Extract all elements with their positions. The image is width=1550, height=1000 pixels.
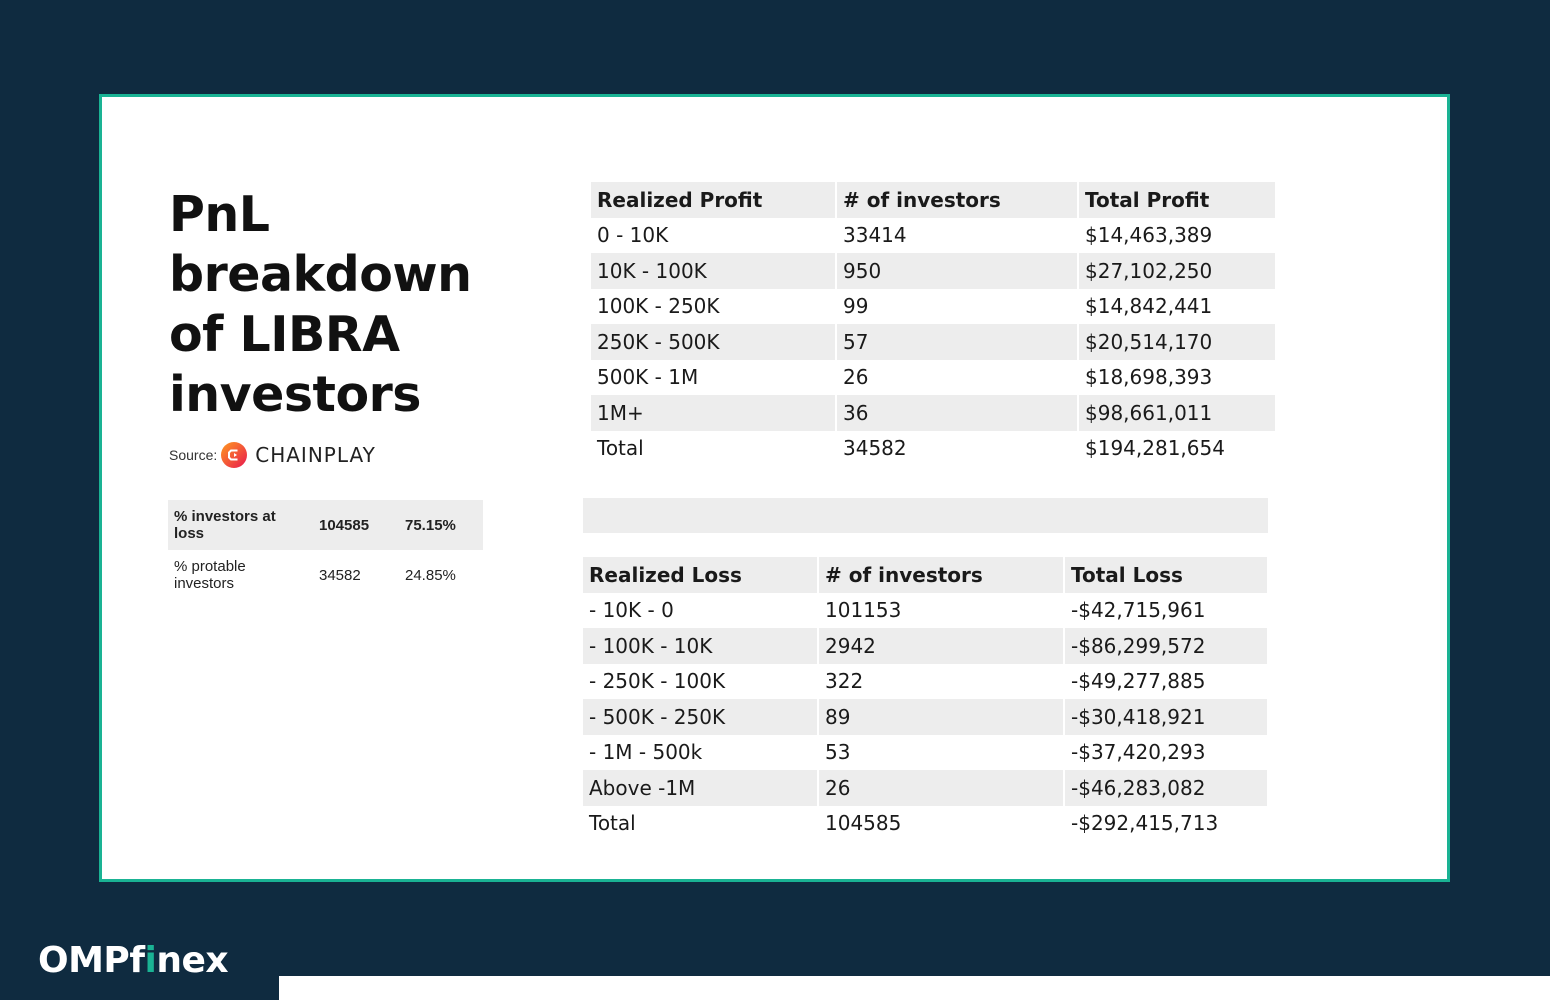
table-cell: $98,661,011 bbox=[1078, 395, 1275, 431]
table-row bbox=[168, 550, 483, 600]
table-cell: 0 - 10K bbox=[597, 223, 669, 248]
table-cell: -$30,418,921 bbox=[1064, 699, 1267, 735]
table-row bbox=[168, 500, 483, 550]
table-cell: -$292,415,713 bbox=[1064, 806, 1267, 842]
brand-text-accent: i bbox=[144, 940, 157, 981]
source-label: Source: bbox=[169, 447, 218, 463]
table-cell: 1M+ bbox=[591, 395, 836, 431]
table-cell: 53 bbox=[818, 735, 1064, 771]
source-attribution bbox=[169, 440, 376, 470]
table-cell: 104585 bbox=[818, 806, 1064, 842]
table-cell: 26 bbox=[818, 770, 1064, 806]
column-header: Realized Profit bbox=[591, 182, 836, 218]
table-cell: 100K - 250K bbox=[597, 294, 720, 319]
summary-count: 104585 bbox=[313, 500, 399, 550]
summary-label: % protable investors bbox=[174, 558, 246, 592]
title-line: PnL bbox=[169, 186, 270, 243]
table-row bbox=[591, 253, 1275, 289]
column-header: Realized Loss bbox=[583, 557, 818, 593]
title-line: of LIBRA bbox=[169, 306, 400, 363]
brand-text-pre: OMPf bbox=[38, 940, 145, 981]
column-header: Total Profit bbox=[1078, 182, 1275, 218]
table-cell: $14,463,389 bbox=[1078, 218, 1275, 254]
investor-summary-table bbox=[168, 500, 483, 600]
table-cell: -$42,715,961 bbox=[1064, 593, 1267, 629]
summary-label: % investors at loss bbox=[168, 500, 313, 550]
title-line: investors bbox=[169, 366, 421, 423]
title-line: breakdown bbox=[169, 246, 472, 303]
table-cell: -$49,277,885 bbox=[1064, 664, 1267, 700]
table-cell: $18,698,393 bbox=[1078, 360, 1275, 396]
table-cell: 950 bbox=[836, 253, 1078, 289]
table-cell: - 1M - 500k bbox=[589, 740, 703, 765]
column-header: # of investors bbox=[818, 557, 1064, 593]
table-row bbox=[591, 218, 1275, 254]
table-cell: $194,281,654 bbox=[1078, 431, 1275, 467]
table-header-row bbox=[583, 557, 1267, 593]
table-cell: - 10K - 0 bbox=[589, 598, 674, 623]
table-cell: 36 bbox=[836, 395, 1078, 431]
table-cell: 250K - 500K bbox=[591, 324, 836, 360]
summary-percent: 24.85% bbox=[405, 566, 456, 584]
table-cell: -$37,420,293 bbox=[1064, 735, 1267, 771]
infographic-card bbox=[99, 94, 1450, 882]
table-row bbox=[583, 593, 1267, 629]
chainplay-logo-icon bbox=[221, 442, 247, 468]
table-cell: Above -1M bbox=[583, 770, 818, 806]
realized-profit-table bbox=[591, 182, 1275, 466]
table-header-row bbox=[591, 182, 1275, 218]
table-cell: 2942 bbox=[818, 628, 1064, 664]
column-header: Total Loss bbox=[1064, 557, 1267, 593]
table-cell: 57 bbox=[836, 324, 1078, 360]
table-cell: - 250K - 100K bbox=[589, 669, 726, 694]
table-cell: $27,102,250 bbox=[1078, 253, 1275, 289]
brand-text-post: nex bbox=[156, 940, 229, 981]
table-row bbox=[583, 735, 1267, 771]
table-divider-bar bbox=[583, 498, 1268, 533]
table-cell: 10K - 100K bbox=[591, 253, 836, 289]
table-cell: Total bbox=[597, 436, 644, 461]
table-row-total bbox=[591, 431, 1275, 467]
table-cell: Total bbox=[589, 811, 636, 836]
table-cell: 34582 bbox=[836, 431, 1078, 467]
table-cell: - 500K - 250K bbox=[583, 699, 818, 735]
table-cell: -$46,283,082 bbox=[1064, 770, 1267, 806]
table-cell: 322 bbox=[818, 664, 1064, 700]
table-row-total bbox=[583, 806, 1267, 842]
table-cell: 33414 bbox=[836, 218, 1078, 254]
summary-count: 34582 bbox=[319, 566, 361, 584]
table-cell: - 100K - 10K bbox=[583, 628, 818, 664]
table-row bbox=[583, 664, 1267, 700]
footer-bar bbox=[279, 976, 1550, 1000]
table-cell: 500K - 1M bbox=[597, 365, 699, 390]
table-cell: -$86,299,572 bbox=[1064, 628, 1267, 664]
chainplay-brand-text: CHAINPLAY bbox=[255, 443, 376, 467]
table-row bbox=[591, 395, 1275, 431]
table-row bbox=[583, 770, 1267, 806]
table-row bbox=[591, 324, 1275, 360]
table-row bbox=[583, 699, 1267, 735]
table-cell: 89 bbox=[818, 699, 1064, 735]
table-cell: 26 bbox=[836, 360, 1078, 396]
table-cell: $20,514,170 bbox=[1078, 324, 1275, 360]
page-title bbox=[169, 185, 499, 425]
realized-loss-table bbox=[583, 557, 1267, 841]
table-row bbox=[591, 360, 1275, 396]
table-row bbox=[583, 628, 1267, 664]
column-header: # of investors bbox=[836, 182, 1078, 218]
table-row bbox=[591, 289, 1275, 325]
table-cell: 101153 bbox=[818, 593, 1064, 629]
ompfinex-logo bbox=[38, 938, 228, 984]
table-cell: $14,842,441 bbox=[1078, 289, 1275, 325]
summary-percent: 75.15% bbox=[399, 500, 483, 550]
table-cell: 99 bbox=[836, 289, 1078, 325]
